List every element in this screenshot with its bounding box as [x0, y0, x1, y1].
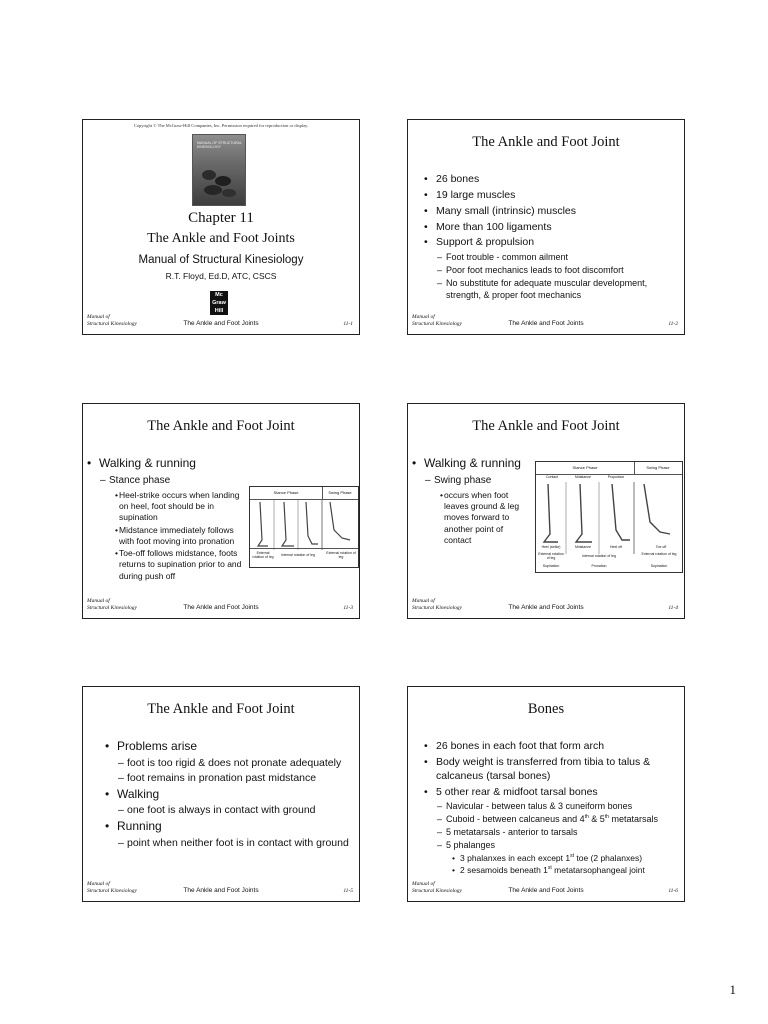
slide-footer	[83, 312, 359, 328]
swing-header: Swing Phase	[322, 487, 358, 500]
footer-book-line: Structural Kinesiology	[87, 605, 137, 612]
phalanx-text: toe (2 phalanxes)	[574, 852, 643, 863]
fig-label: External rotation of leg	[326, 551, 356, 560]
footer-chapter: The Ankle and Foot Joints	[183, 320, 259, 327]
detail-bullet: • Heel-strike occurs when landing on heel, foot should be in supination	[87, 490, 243, 524]
superscript: th	[584, 814, 589, 821]
slide-4	[407, 403, 685, 619]
stance-header: Stance Phase	[250, 487, 323, 500]
chapter-title: The Ankle and Foot Joints	[147, 231, 295, 246]
detail-bullet	[424, 853, 674, 864]
slide-title: The Ankle and Foot Joint	[472, 418, 620, 434]
sub-bullet: – Navicular - between talus & 3 cuneiform bones	[424, 801, 674, 813]
sub-bullet: – one foot is always in contact with ground	[105, 804, 349, 818]
phase-label: Midstance	[575, 545, 591, 549]
footer-book-line: Structural Kinesiology	[87, 321, 137, 328]
detail-bullet: • Midstance immediately follows with foot moving into pronation	[87, 525, 243, 547]
bullet: • 26 bones	[424, 173, 674, 187]
metatarsals-text: metatarsals	[608, 814, 658, 825]
bullet: • Running	[105, 819, 349, 835]
stance-header: Stance Phase	[536, 462, 635, 475]
fig-label: Internal rotation of leg	[582, 554, 616, 558]
slide-footer	[83, 879, 359, 895]
logo-line: Hill	[214, 308, 224, 314]
slide-title: The Ankle and Foot Joint	[472, 134, 620, 150]
slide-content	[424, 173, 674, 303]
slide-number: 11-5	[343, 888, 353, 894]
slide-1	[82, 119, 360, 335]
logo-line: Graw	[212, 300, 226, 306]
swing-header: Swing Phase	[634, 462, 682, 475]
slide-footer	[83, 596, 359, 612]
footer-book-line: Structural Kinesiology	[412, 605, 462, 612]
footer-book-line: Structural Kinesiology	[412, 321, 462, 328]
leg-illustrations	[250, 500, 358, 549]
phase-label: Heel off	[610, 545, 622, 549]
bullet: • Support & propulsion	[424, 236, 674, 250]
slide-content	[105, 739, 349, 852]
footer-book-line: Manual of	[87, 314, 110, 321]
footer-chapter: The Ankle and Foot Joints	[508, 320, 584, 327]
footer-chapter: The Ankle and Foot Joints	[183, 887, 259, 894]
sub-bullet: – 5 metatarsals - anterior to tarsals	[424, 827, 674, 839]
slide-number: 11-2	[668, 321, 678, 327]
footer-book-line: Manual of	[87, 881, 110, 888]
footer-chapter: The Ankle and Foot Joints	[508, 887, 584, 894]
slide-number: 11-3	[343, 605, 353, 611]
sub-bullet: – foot remains in pronation past midstance	[105, 772, 349, 786]
sesamoid-text: 2 sesamoids beneath 1	[460, 865, 548, 876]
phase-column: Contact	[545, 475, 559, 479]
slide-content	[412, 456, 530, 547]
slide-title: The Ankle and Foot Joint	[147, 701, 295, 717]
detail-bullet	[424, 865, 674, 876]
book-title: Manual of Structural Kinesiology	[138, 254, 304, 266]
bullet: • 5 other rear & midfoot tarsal bones	[424, 786, 674, 800]
gait-cycle-figure	[535, 461, 683, 573]
bullet: • 26 bones in each foot that form arch	[424, 740, 674, 754]
book-cover-image	[192, 134, 246, 206]
fig-label: External rotation of leg	[641, 552, 677, 556]
phase-label: Toe off	[655, 545, 667, 549]
slide-title: Bones	[527, 701, 565, 717]
footer-book-line: Structural Kinesiology	[412, 888, 462, 895]
author: R.T. Floyd, Ed.D, ATC, CSCS	[165, 271, 277, 281]
footer-book-line: Manual of	[412, 314, 435, 321]
sub-bullet: – Stance phase	[87, 474, 243, 487]
superscript: st	[547, 865, 552, 872]
detail-bullet: • Toe-off follows midstance, foots returns to supination prior to and during push off	[87, 548, 243, 582]
footer-book-line: Manual of	[412, 598, 435, 605]
fig-bottom: Supination	[542, 564, 560, 568]
superscript: st	[570, 853, 574, 860]
phase-column: Propulsion	[607, 475, 625, 479]
footer-chapter: The Ankle and Foot Joints	[508, 604, 584, 611]
cuboid-text: Cuboid - between calcaneus and 4	[446, 814, 585, 825]
slide-footer	[408, 596, 684, 612]
sub-bullet: – No substitute for adequate muscular development, strength, & proper foot mechanics	[424, 278, 674, 302]
legs-graphic	[250, 500, 358, 550]
slide-number: 11-1	[343, 321, 353, 327]
slide-content	[87, 456, 243, 583]
bullet: • Many small (intrinsic) muscles	[424, 205, 674, 219]
chapter-number: Chapter 11	[188, 210, 254, 226]
bullet: • Walking & running	[87, 456, 243, 472]
gait-cycle-figure	[249, 486, 359, 568]
slide-6	[407, 686, 685, 902]
fig-label: External rotation of leg	[538, 552, 564, 561]
book-cover-text: MANUAL OF STRUCTURAL KINESIOLOGY	[197, 141, 242, 150]
fig-bottom: Pronation	[591, 564, 607, 568]
bullet: • Body weight is transferred from tibia to talus & calcaneus (tarsal bones)	[424, 756, 674, 784]
phalanx-text: 3 phalanxes in each except 1	[460, 852, 571, 863]
sub-bullet	[424, 814, 674, 826]
footer-book-line: Structural Kinesiology	[87, 888, 137, 895]
footer-book-line: Manual of	[87, 598, 110, 605]
slide-footer	[408, 312, 684, 328]
amp-text: & 5	[588, 814, 605, 825]
slide-2	[407, 119, 685, 335]
bullet: • Problems arise	[105, 739, 349, 755]
bullet: • More than 100 ligaments	[424, 221, 674, 235]
sub-bullet: – Swing phase	[412, 474, 530, 487]
runners-graphic	[193, 135, 245, 205]
sub-bullet: – 5 phalanges	[424, 840, 674, 852]
footer-book-line: Manual of	[412, 881, 435, 888]
fig-bottom: Supination	[650, 564, 668, 568]
logo-line: Mc	[215, 292, 223, 298]
slide-3	[82, 403, 360, 619]
slide-title: The Ankle and Foot Joint	[147, 418, 295, 434]
footer-chapter: The Ankle and Foot Joints	[183, 604, 259, 611]
slide-number: 11-6	[668, 888, 678, 894]
sub-bullet: – foot is too rigid & does not pronate adequately	[105, 757, 349, 771]
slide-5	[82, 686, 360, 902]
legs-graphic	[536, 482, 682, 554]
slide-number: 11-4	[668, 605, 678, 611]
fig-label: External rotation of leg	[252, 551, 274, 560]
sub-bullet: – Foot trouble - common ailment	[424, 252, 674, 264]
sub-bullet: – Poor foot mechanics leads to foot discomfort	[424, 265, 674, 277]
page-number: 1	[729, 982, 736, 997]
bullet: • Walking & running	[412, 456, 530, 472]
sesamoid-text: metatarsophangeal joint	[551, 865, 645, 876]
rotation-row	[250, 548, 358, 567]
copyright-text: Copyright © The McGraw-Hill Companies, Inc. Permission required for reproduction or display.	[133, 123, 309, 128]
detail-bullet: • occurs when foot leaves ground & leg moves forward to another point of contact	[412, 490, 530, 546]
bullet: • 19 large muscles	[424, 189, 674, 203]
superscript: th	[604, 814, 609, 821]
fig-label: Internal rotation of leg	[281, 553, 315, 557]
sub-bullet: – point when neither foot is in contact with ground	[105, 837, 349, 851]
slide-footer	[408, 879, 684, 895]
phase-column: Midstance	[575, 475, 591, 479]
phase-label: Heel (strike)	[541, 545, 561, 549]
slide-content	[424, 740, 674, 877]
leg-illustrations	[536, 482, 682, 554]
bullet: • Walking	[105, 787, 349, 803]
